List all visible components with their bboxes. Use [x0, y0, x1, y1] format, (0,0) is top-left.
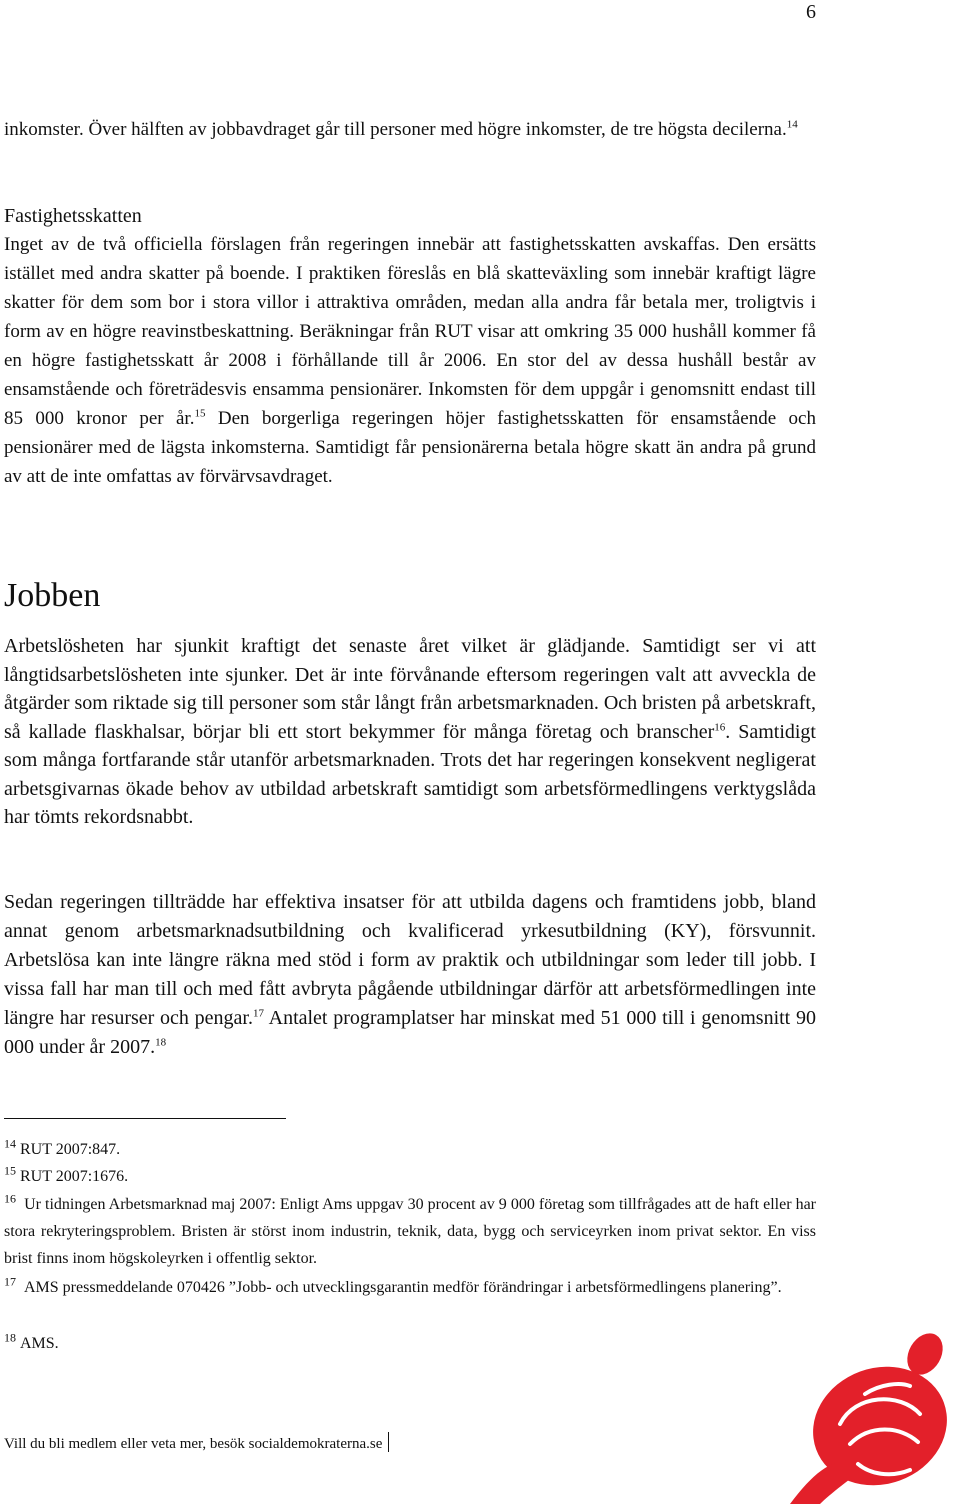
footnote-16: [4, 1191, 816, 1272]
footnote-14: [4, 1136, 816, 1163]
rose-logo-shapes: [790, 1327, 950, 1504]
page-number: 6: [806, 1, 816, 23]
jobben-paragraph-2: [4, 888, 816, 1062]
footnote-number: 14: [4, 1136, 16, 1151]
footnote-ref-14[interactable]: 14: [786, 118, 798, 131]
section-heading-fastighetsskatten: Fastighetsskatten: [4, 205, 142, 227]
footnote-number: 15: [4, 1163, 16, 1178]
footnote-ref-17[interactable]: 17: [252, 1007, 264, 1020]
footnote-ref-16[interactable]: 16: [714, 720, 726, 733]
footnote-divider: [4, 1118, 286, 1119]
footnote-text: RUT 2007:847.: [20, 1141, 121, 1158]
footnote-ref-15[interactable]: 15: [194, 407, 206, 420]
jobben-paragraph-1: [4, 632, 816, 832]
jobben-text-2b: Antalet programplatser har minskat med 51 000 till i genomsnitt 90 000 under år 2007.: [4, 1007, 816, 1058]
footnote-number: 16: [4, 1191, 16, 1206]
footnote-number: 17: [4, 1274, 16, 1289]
fastighet-text-2: Den borgerliga regeringen höjer fastighetsskatten för ensamstående och pensionärer med de lägsta inkomsterna. Samtidigt får pensionärerna betala högre skatt än andra på grund av att de inte omfattas av förvärvsavdraget.: [4, 408, 816, 487]
footer-divider: [388, 1432, 389, 1452]
footnote-text: AMS.: [20, 1335, 59, 1352]
intro-text: inkomster. Över hälften av jobbavdraget går till personer med högre inkomster, de tre högsta decilerna.: [4, 119, 787, 140]
footnote-text: AMS pressmeddelande 070426 ”Jobb- och utvecklingsgarantin medför förändringar i arbetsförmedlingens planering”.: [24, 1279, 782, 1296]
fastighet-text-1: Inget av de två officiella förslagen från regeringen innebär att fastighetsskatten avskaffas. Den ersätts istället med andra skatter på boende. I praktiken föreslås en blå skatteväxling som innebär kraftigt lägre skatter för dem som bor i stora villor i attraktiva områden, medan alla andra får betala mer, troligtvis i form av en högre reavinstbeskattning. Beräkningar från RUT visar att omkring 35 000 hushåll kommer få en högre fastighetsskatt år 2008 i förhållande till år 2006. En stor del av dessa hushåll består av ensamstående och företrädesvis ensamma pensionärer. Inkomsten för dem uppgår i genomsnitt endast till 85 000 kronor per år.: [4, 234, 816, 429]
section-heading-jobben: Jobben: [4, 577, 101, 614]
page-footer: [4, 1432, 389, 1454]
footnote-18: [4, 1330, 816, 1357]
jobben-text-2a: Sedan regeringen tillträdde har effektiva insatser för att utbilda dagens och framtidens jobb, bland annat genom arbetsmarknadsutbildning och kvalificerad yrkesutbildning (KY), försvunnit. Arbetslösa kan inte längre räkna med stöd i form av praktik och utbildningar som leder till jobb. I vissa fall har man till och med fått avbryta pågående utbildningar därför att arbetsförmedlingen inte längre har resurser och pengar.: [4, 891, 816, 1029]
jobben-text-1b: . Samtidigt som många fortfarande står utanför arbetsmarknaden. Trots det har regeringen konsekvent negligerat arbetsgivarnas ökade behov av utbildad arbetskraft samtidigt som arbetsförmedlingens verktygslåda har tömts rekordsnabbt.: [4, 720, 816, 828]
fastighet-paragraph: [4, 230, 816, 491]
footer-text[interactable]: Vill du bli medlem eller veta mer, besök socialdemokraterna.se: [4, 1436, 383, 1452]
footnote-text: Ur tidningen Arbetsmarknad maj 2007: Enligt Ams uppgav 30 procent av 9 000 företag som tillfrågades att de haft eller har stora rekryteringsproblem. Bristen är störst inom industrin, teknik, data, bygg och serviceyrken inom privat sektor. En viss brist finns inom högskoleyrken i offentlig sektor.: [4, 1196, 817, 1267]
footnote-15: [4, 1163, 816, 1190]
jobben-text-1a: Arbetslösheten har sjunkit kraftigt det senaste året vilket är glädjande. Samtidigt ser vi att långtidsarbetslösheten inte sjunker. Det är inte förvånande eftersom regeringen valt att avveckla de åtgärder som riktade sig till personer som står långt från arbetsmarknaden. Och bristen på arbetskraft, så kallade flaskhalsar, börjar bli ett stort bekymmer för många företag och branscher: [4, 635, 816, 743]
footnote-ref-18[interactable]: 18: [155, 1036, 167, 1049]
footnote-17: [4, 1274, 816, 1301]
footnote-text: RUT 2007:1676.: [20, 1168, 129, 1185]
footnote-number: 18: [4, 1330, 16, 1345]
rose-logo-icon: [760, 1314, 950, 1504]
intro-paragraph: [4, 116, 816, 144]
